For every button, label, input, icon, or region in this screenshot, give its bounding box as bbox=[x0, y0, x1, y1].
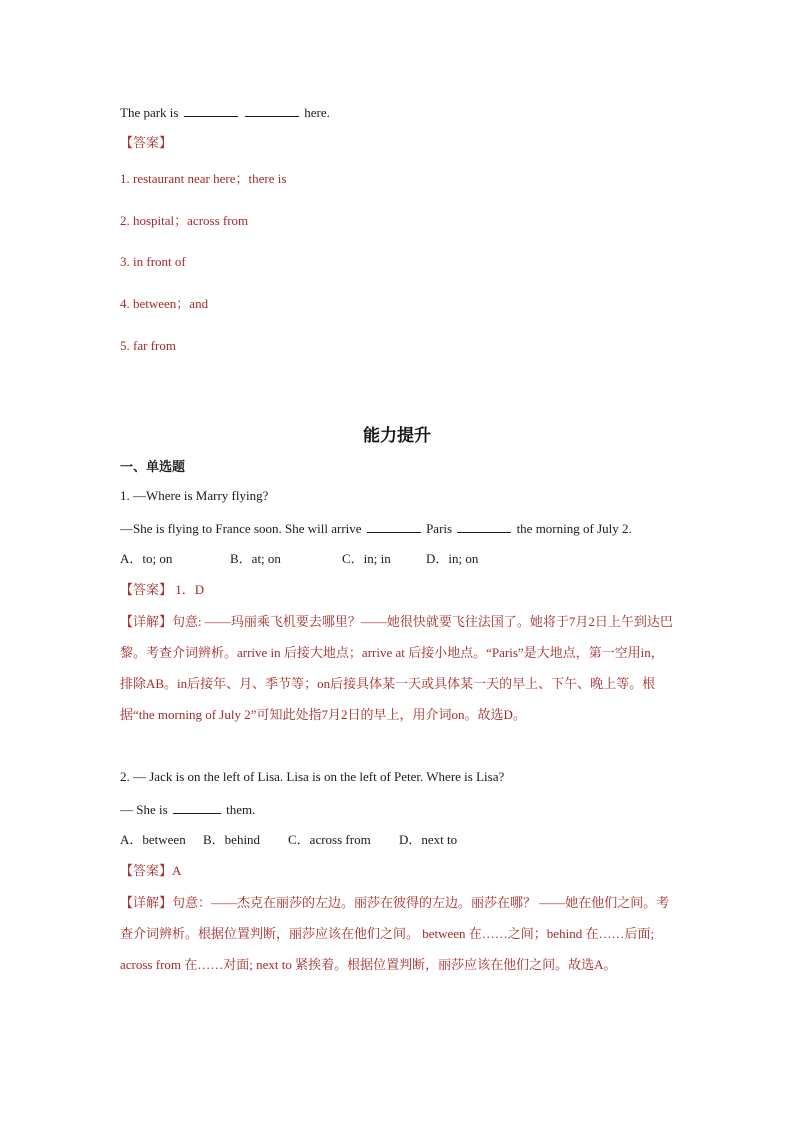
answer-item-3: 3. in front of bbox=[120, 254, 186, 269]
q2-sentence-part-1: — She is bbox=[120, 802, 168, 817]
q2-sentence bbox=[120, 801, 255, 818]
q1-sentence-part-2: Paris bbox=[426, 521, 453, 536]
q1-option-a: A．to; on bbox=[120, 551, 173, 566]
q1-sentence bbox=[120, 520, 632, 537]
q2-detail-text: 句意：——杰克在丽莎的左边。丽莎在彼得的左边。丽莎在哪？ ——她在他们之间。考查介词辨析。根据位置判断，丽莎应该在他们之间。 between 在……之间；behind 在……后面; across from 在……对面; next to 紧挨着。根据位置判断，丽莎应该在他们之间。故选A。 bbox=[120, 895, 670, 972]
fill-in-sentence bbox=[120, 104, 330, 121]
q2-detail-tag: 【详解】 bbox=[120, 895, 173, 910]
q1-answer bbox=[120, 582, 204, 598]
q2-answer-tag: 【答案】 bbox=[120, 863, 173, 878]
q1-prompt: 1. —Where is Marry flying? bbox=[120, 488, 269, 503]
q1-answer-value: 1．D bbox=[172, 582, 205, 597]
q1-explanation bbox=[120, 606, 676, 730]
blank-1 bbox=[184, 104, 238, 117]
q2-option-a: A．between bbox=[120, 832, 186, 847]
q1-option-c: C．in; in bbox=[342, 551, 391, 566]
answer-item-1: 1. restaurant near here；there is bbox=[120, 171, 287, 186]
sentence-end: here. bbox=[304, 105, 330, 120]
section-heading: 能力提升 bbox=[363, 426, 431, 446]
q1-answer-tag: 【答案】 bbox=[120, 582, 173, 597]
answer-tag: 【答案】 bbox=[120, 135, 173, 150]
q2-blank bbox=[173, 801, 221, 814]
q2-options bbox=[120, 832, 457, 848]
q1-option-d: D．in; on bbox=[426, 551, 479, 566]
q1-detail-tag: 【详解】 bbox=[120, 614, 173, 629]
q2-option-c: C．across from bbox=[288, 832, 371, 847]
q2-option-d: D．next to bbox=[399, 832, 458, 847]
sentence-start: The park is bbox=[120, 105, 179, 120]
q1-options bbox=[120, 551, 478, 567]
answer-item-4: 4. between；and bbox=[120, 296, 209, 311]
q1-option-b: B．at; on bbox=[230, 551, 281, 566]
q2-explanation bbox=[120, 887, 676, 980]
answer-item-5: 5. far from bbox=[120, 338, 176, 353]
q1-detail-text: 句意: ——玛丽乘飞机要去哪里？——她很快就要飞往法国了。她将于7月2日上午到达巴黎。考查介词辨析。arrive in 后接大地点；arrive at 后接小地点。“Paris”是大地点，第一空用in，排除AB。in后接年、月、季节等；on后接具体某一天或具体某一天的早上、下午、晚上等。根据“the morning of July 2”可知此处指7月2日的早上，用介词on。故选D。 bbox=[120, 614, 673, 722]
q2-answer bbox=[120, 863, 181, 879]
question-type-title: 一、单选题 bbox=[120, 460, 186, 475]
q1-blank-1 bbox=[367, 520, 421, 533]
q2-sentence-part-2: them. bbox=[226, 802, 256, 817]
q2-answer-value: A bbox=[172, 863, 182, 878]
q2-option-b: B．behind bbox=[203, 832, 261, 847]
blank-2 bbox=[245, 104, 299, 117]
q1-sentence-part-3: the morning of July 2. bbox=[516, 521, 632, 536]
q1-blank-2 bbox=[457, 520, 511, 533]
q2-prompt: 2. — Jack is on the left of Lisa. Lisa is on the left of Peter. Where is Lisa? bbox=[120, 769, 505, 784]
q1-sentence-part-1: —She is flying to France soon. She will arrive bbox=[120, 521, 362, 536]
answer-item-2: 2. hospital；across from bbox=[120, 213, 249, 228]
